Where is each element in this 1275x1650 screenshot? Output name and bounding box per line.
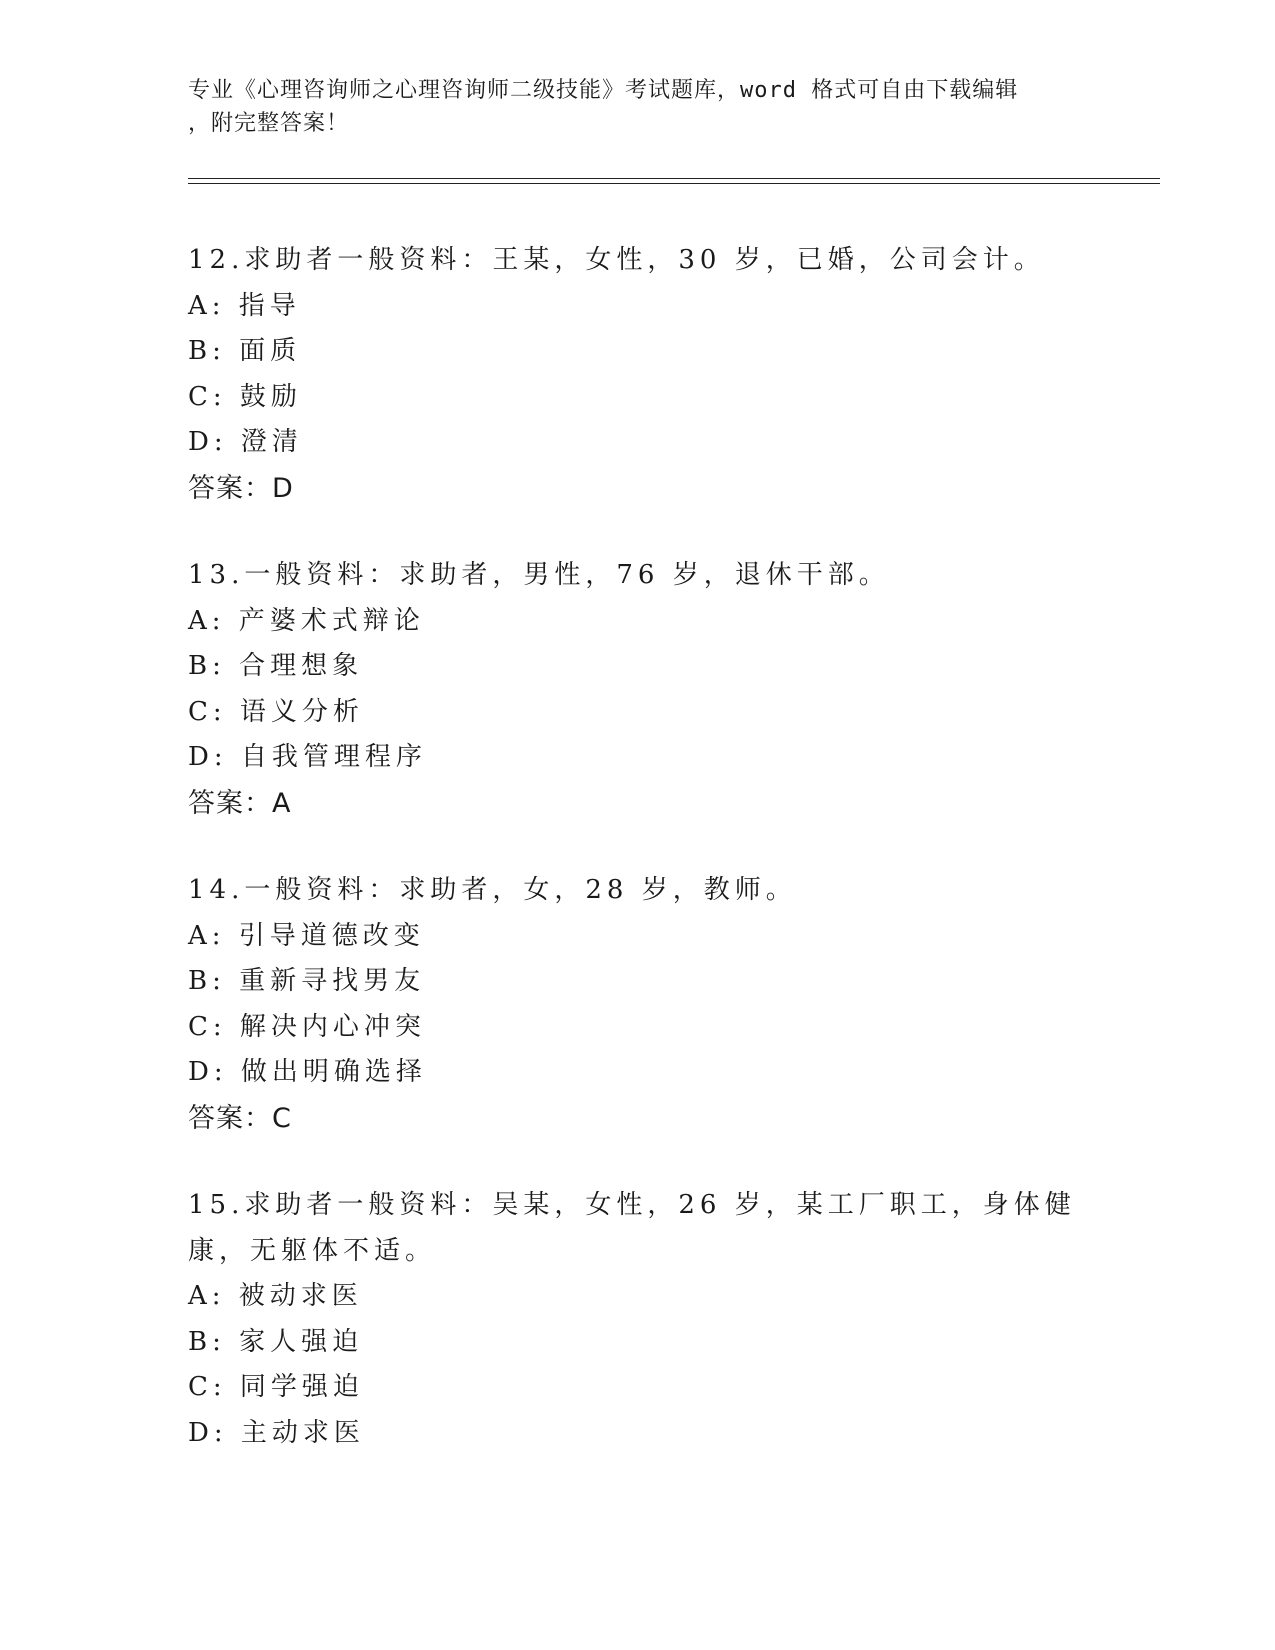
option-a: A: 被动求医 (188, 1281, 363, 1311)
document-header (188, 74, 1088, 140)
option-c: C: 语义分析 (188, 696, 364, 727)
option-b: B: 合理想象 (188, 651, 364, 681)
question-stem: 14.一般资料：求助者，女，28 岁，教师。 (188, 875, 797, 905)
question-stem: 13.一般资料：求助者，男性，76 岁，退休干部。 (188, 560, 890, 590)
header-line-1: 专业《心理咨询师之心理咨询师二级技能》考试题库，word 格式可自由下载编辑 (188, 78, 1019, 103)
header-divider-bottom (188, 183, 1160, 184)
header-line-2: ，附完整答案！ (188, 111, 350, 136)
answer: 答案：D (188, 472, 294, 504)
option-d: D: 澄清 (188, 427, 303, 457)
question-13 (188, 553, 1108, 826)
question-stem: 12.求助者一般资料：王某，女性，30 岁，已婚，公司会计。 (188, 245, 1045, 275)
answer: 答案：A (188, 787, 292, 819)
question-15 (188, 1183, 1108, 1456)
option-b: B: 面质 (188, 336, 302, 366)
option-a: A: 引导道德改变 (188, 920, 425, 951)
option-b: B: 家人强迫 (188, 1326, 364, 1357)
option-d: D: 做出明确选择 (188, 1057, 427, 1087)
option-c: C: 解决内心冲突 (188, 1011, 426, 1042)
question-14 (188, 868, 1108, 1141)
question-list (188, 238, 1108, 1498)
option-d: D: 主动求医 (188, 1417, 365, 1448)
header-divider-top (188, 178, 1160, 179)
option-b: B: 重新寻找男友 (188, 966, 426, 996)
question-12 (188, 238, 1108, 511)
option-c: C: 同学强迫 (188, 1372, 364, 1402)
option-d: D: 自我管理程序 (188, 742, 427, 772)
option-a: A: 指导 (188, 290, 301, 321)
option-c: C: 鼓励 (188, 381, 302, 412)
question-stem: 15.求助者一般资料：吴某，女性，26 岁，某工厂职工，身体健康，无躯体不适。 (188, 1190, 1076, 1266)
answer: 答案：C (188, 1102, 292, 1134)
option-a: A: 产婆术式辩论 (188, 605, 425, 636)
